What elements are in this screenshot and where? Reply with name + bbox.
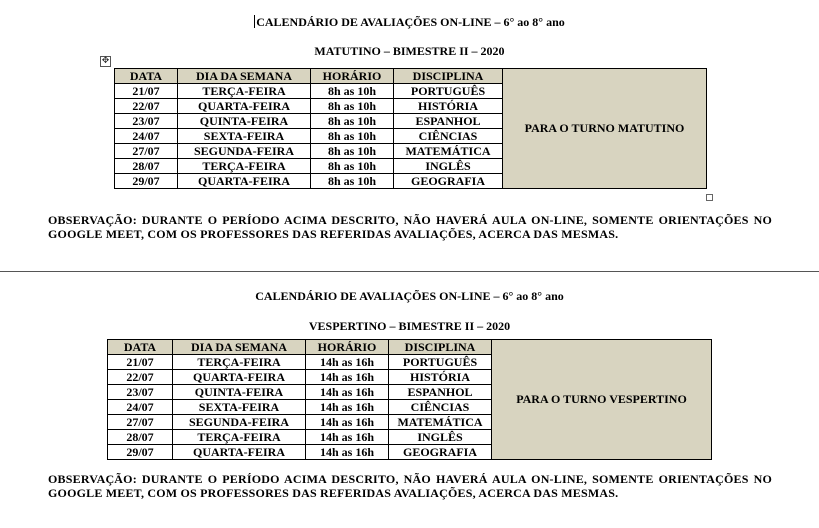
cell-subject: PORTUGUÊS [389,355,492,370]
morning-observation: OBSERVAÇÃO: DURANTE O PERÍODO ACIMA DESCRITO, NÃO HAVERÁ AULA ON-LINE, SOMENTE ORIENTAÇÕES NO GOOGLE MEET, COM OS PROFESSORES DAS REFERIDAS AVALIAÇÕES, ACERCA DAS MESMAS. [48,213,772,241]
cell-subject: GEOGRAFIA [389,445,492,460]
cell-date: 24/07 [115,129,178,144]
table-header-row [115,69,707,84]
section-divider [0,271,819,272]
cell-time: 8h as 10h [311,174,394,189]
header-subject: DISCIPLINA [394,69,503,84]
bottom-shift-subtitle: VESPERTINO – BIMESTRE II – 2020 [308,319,511,333]
cell-date: 28/07 [108,430,173,445]
cell-day: QUARTA-FEIRA [178,99,311,114]
cell-subject: PORTUGUÊS [394,84,503,99]
afternoon-schedule-table [107,339,712,460]
cell-day: SEXTA-FEIRA [173,400,306,415]
top-document-title: CALENDÁRIO DE AVALIAÇÕES ON-LINE – 6° ao 8° ano [256,15,565,29]
cell-day: QUARTA-FEIRA [173,445,306,460]
cell-time: 14h as 16h [306,355,389,370]
cell-day: SEGUNDA-FEIRA [173,415,306,430]
top-shift-subtitle: MATUTINO – BIMESTRE II – 2020 [314,44,505,58]
cell-time: 8h as 10h [311,114,394,129]
cell-subject: CIÊNCIAS [394,129,503,144]
cell-date: 29/07 [108,445,173,460]
header-date: DATA [115,69,178,84]
cell-time: 8h as 10h [311,159,394,174]
cell-time: 8h as 10h [311,84,394,99]
table-header-row [108,340,712,355]
cell-subject: HISTÓRIA [389,370,492,385]
cell-date: 22/07 [108,370,173,385]
cell-subject: CIÊNCIAS [389,400,492,415]
morning-schedule-table [114,68,707,189]
table-move-handle-icon[interactable]: ✥ [101,56,110,66]
cell-day: QUINTA-FEIRA [173,385,306,400]
cell-date: 27/07 [108,415,173,430]
cell-time: 14h as 16h [306,445,389,460]
cell-subject: GEOGRAFIA [394,174,503,189]
cell-subject: HISTÓRIA [394,99,503,114]
header-date: DATA [108,340,173,355]
cell-date: 28/07 [115,159,178,174]
cell-time: 8h as 10h [311,144,394,159]
morning-shift-label: PARA O TURNO MATUTINO [503,69,707,189]
cell-date: 21/07 [115,84,178,99]
header-subject: DISCIPLINA [389,340,492,355]
cell-date: 23/07 [108,385,173,400]
cell-day: TERÇA-FEIRA [178,159,311,174]
cell-date: 29/07 [115,174,178,189]
cell-time: 8h as 10h [311,99,394,114]
cell-subject: INGLÊS [389,430,492,445]
cell-date: 27/07 [115,144,178,159]
afternoon-shift-label: PARA O TURNO VESPERTINO [492,340,712,460]
cell-day: TERÇA-FEIRA [173,355,306,370]
cell-date: 24/07 [108,400,173,415]
cell-subject: ESPANHOL [389,385,492,400]
cell-subject: MATEMÁTICA [394,144,503,159]
cell-subject: ESPANHOL [394,114,503,129]
cell-day: TERÇA-FEIRA [173,430,306,445]
table-resize-handle[interactable] [706,194,713,201]
cell-time: 14h as 16h [306,400,389,415]
cell-time: 14h as 16h [306,430,389,445]
header-time: HORÁRIO [306,340,389,355]
afternoon-observation: OBSERVAÇÃO: DURANTE O PERÍODO ACIMA DESCRITO, NÃO HAVERÁ AULA ON-LINE, SOMENTE ORIENTAÇÕES NO GOOGLE MEET, COM OS PROFESSORES DAS REFERIDAS AVALIAÇÕES, ACERCA DAS MESMAS. [48,472,772,500]
cell-date: 21/07 [108,355,173,370]
header-time: HORÁRIO [311,69,394,84]
cell-day: QUARTA-FEIRA [173,370,306,385]
header-day: DIA DA SEMANA [178,69,311,84]
cell-subject: MATEMÁTICA [389,415,492,430]
cell-subject: INGLÊS [394,159,503,174]
cell-date: 23/07 [115,114,178,129]
cell-day: QUINTA-FEIRA [178,114,311,129]
cell-time: 14h as 16h [306,415,389,430]
cell-day: SEXTA-FEIRA [178,129,311,144]
cell-day: QUARTA-FEIRA [178,174,311,189]
cell-time: 14h as 16h [306,385,389,400]
header-day: DIA DA SEMANA [173,340,306,355]
cell-day: TERÇA-FEIRA [178,84,311,99]
cell-time: 14h as 16h [306,370,389,385]
bottom-document-title: CALENDÁRIO DE AVALIAÇÕES ON-LINE – 6° ao 8° ano [255,289,564,303]
cell-date: 22/07 [115,99,178,114]
cell-day: SEGUNDA-FEIRA [178,144,311,159]
cell-time: 8h as 10h [311,129,394,144]
